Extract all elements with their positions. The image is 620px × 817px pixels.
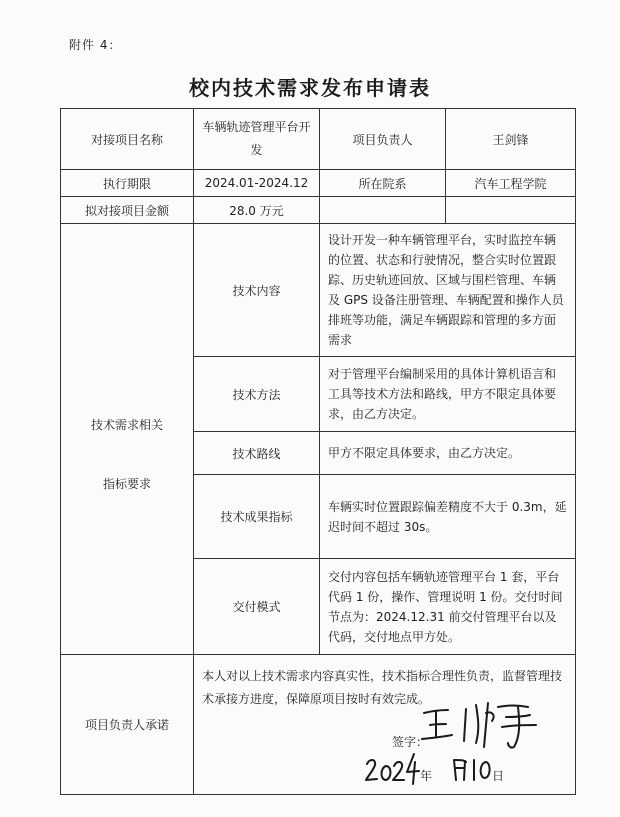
application-form-table xyxy=(60,108,576,795)
leader-label: 项目负责人 xyxy=(320,109,446,170)
delivery-value: 交付内容包括车辆轨迹管理平台 1 套，平台代码 1 份，操作、管理说明 1 份。交付时间节点为：2024.12.31 前交付管理平台以及代码，交付地点甲方处。 xyxy=(320,559,576,655)
tech-result-label: 技术成果指标 xyxy=(194,475,320,559)
tech-group-label-line2: 指标要求 xyxy=(102,477,151,491)
leader-value: 王剑锋 xyxy=(446,109,576,170)
form-title: 校内技术需求发布申请表 xyxy=(189,76,431,100)
dept-label: 所在院系 xyxy=(320,170,446,197)
tech-group-label xyxy=(61,224,194,655)
promise-label: 项目负责人承诺 xyxy=(61,655,194,795)
tech-content-label: 技术内容 xyxy=(194,224,320,357)
tech-group-label-line1: 技术需求相关 xyxy=(90,418,163,432)
day-suffix: 日 xyxy=(492,769,505,783)
project-name-value: 车辆轨迹管理平台开发 xyxy=(194,109,320,170)
period-label: 执行期限 xyxy=(61,170,194,197)
handwritten-signature xyxy=(418,695,548,750)
amount-value: 28.0 万元 xyxy=(194,197,320,224)
tech-route-value: 甲方不限定具体要求，由乙方决定。 xyxy=(320,432,576,475)
handwritten-year xyxy=(364,752,420,786)
tech-method-value: 对于管理平台编制采用的具体计算机语言和工具等技术方法和路线，甲方不限定具体要求，由乙方决定。 xyxy=(320,357,576,432)
project-name-label: 对接项目名称 xyxy=(61,109,194,170)
tech-content-value: 设计开发一种车辆管理平台，实时监控车辆的位置、状态和行驶情况，整合实时位置跟踪、历史轨迹回放、区域与围栏管理、车辆及 GPS 设备注册管理、车辆配置和操作人员排班等功能，满足车辆跟踪和管理的多方面需求 xyxy=(320,224,576,357)
tech-route-label: 技术路线 xyxy=(194,432,320,475)
signature-label: 签字： xyxy=(392,735,429,749)
empty-cell xyxy=(320,197,446,224)
delivery-label: 交付模式 xyxy=(194,559,320,655)
tech-method-label: 技术方法 xyxy=(194,357,320,432)
promise-text: 本人对以上技术需求内容真实性，技术指标合理性负责，监督管理技术承接方进度，保障原项目按时有效完成。 xyxy=(202,669,563,706)
empty-cell xyxy=(446,197,576,224)
tech-result-value: 车辆实时位置跟踪偏差精度不大于 0.3m，延迟时间不超过 30s。 xyxy=(320,475,576,559)
amount-label: 拟对接项目金额 xyxy=(61,197,194,224)
period-value: 2024.01-2024.12 xyxy=(194,170,320,197)
attachment-label: 附件 4： xyxy=(69,38,122,52)
dept-value: 汽车工程学院 xyxy=(446,170,576,197)
year-suffix: 年 xyxy=(420,769,433,783)
promise-cell xyxy=(194,655,576,795)
handwritten-month-day xyxy=(450,756,492,784)
